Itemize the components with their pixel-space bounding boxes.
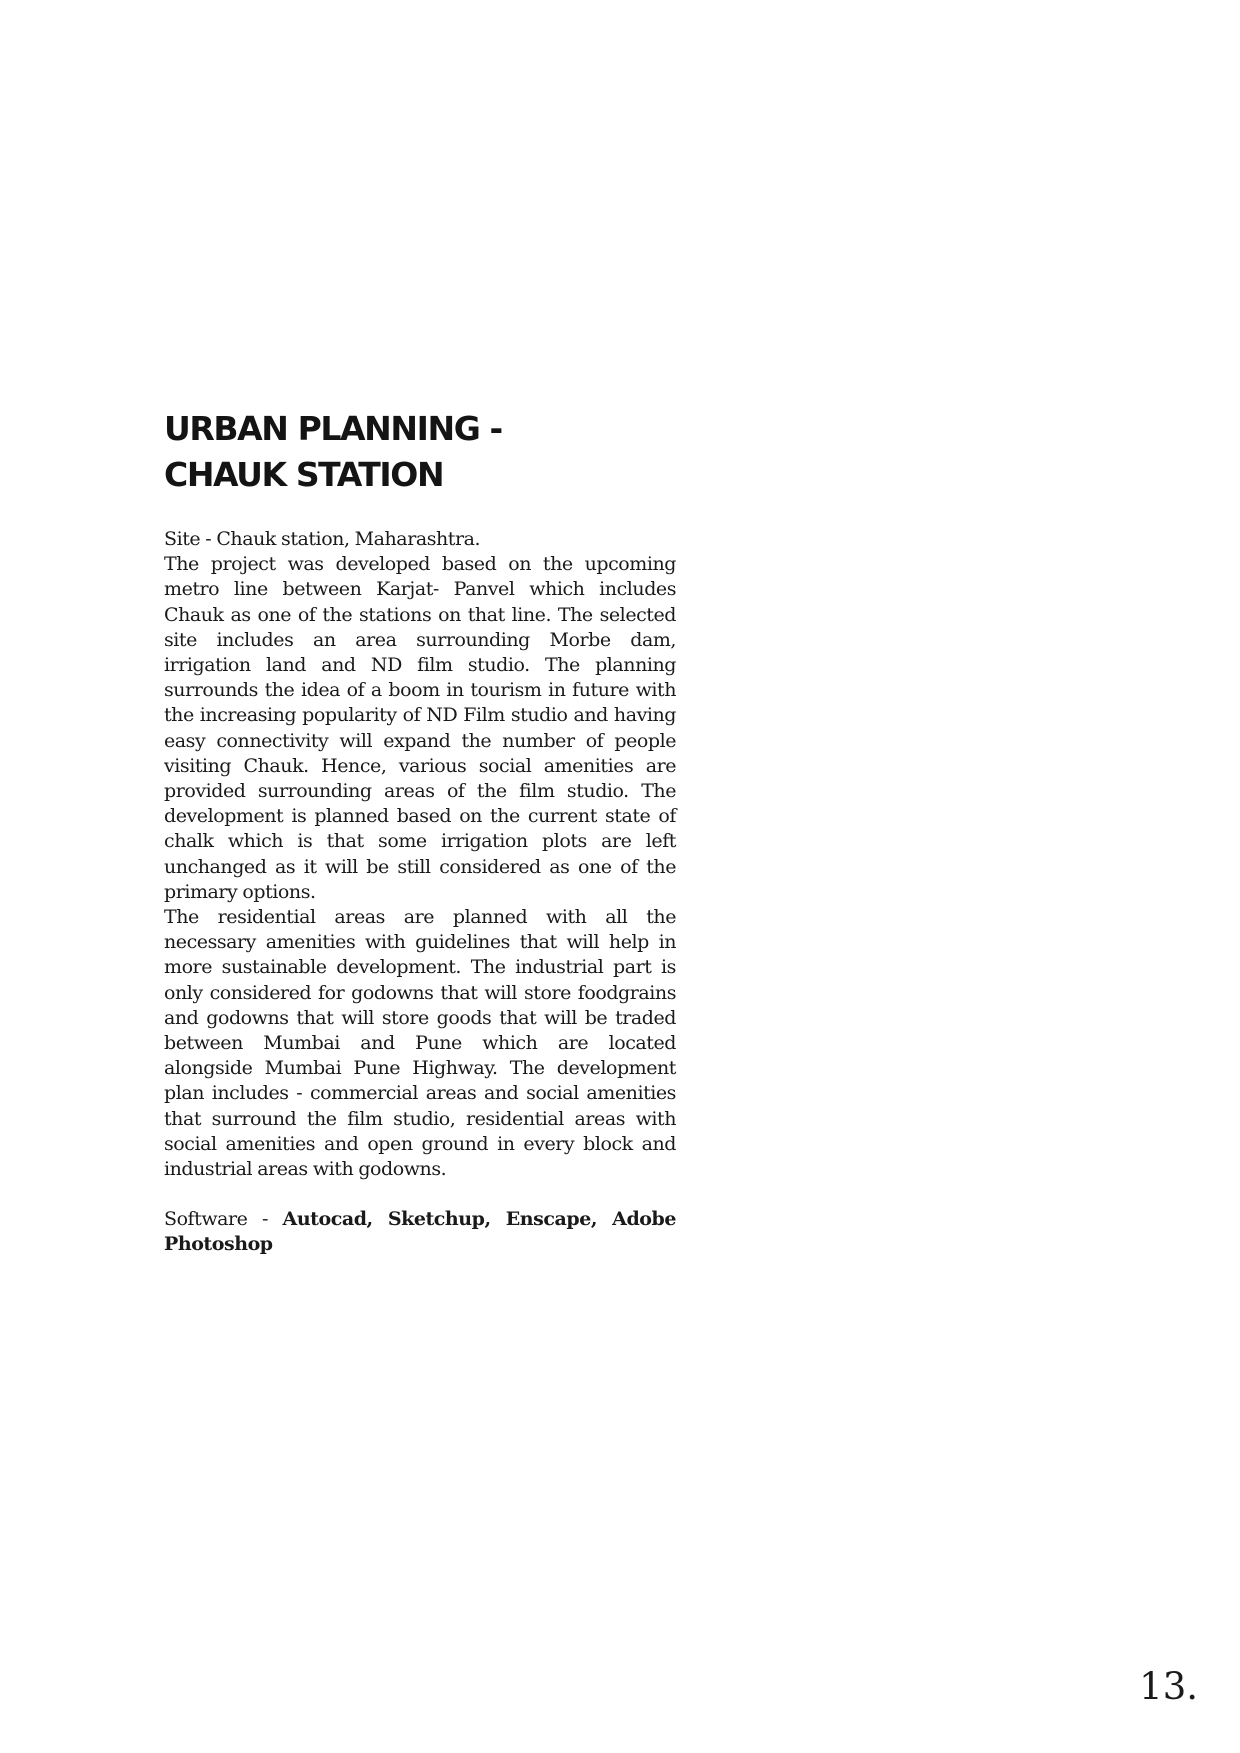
software-line: [164, 1207, 676, 1257]
project-description: [164, 527, 676, 1258]
page-title: [164, 406, 724, 498]
paragraph-spacer: [164, 1182, 676, 1207]
page-number: 13.: [1139, 1665, 1198, 1708]
description-paragraph-1: The project was developed based on the upcoming metro line between Karjat- Panvel which includes Chauk as one of the stations on that line. The selected site includes an area surrounding Morbe dam, irrigation land and ND film studio. The planning surrounds the idea of a boom in tourism in future with the increasing popularity of ND Film studio and having easy connectivity will expand the number of people visiting Chauk. Hence, various social amenities are provided surrounding areas of the film studio. The development is planned based on the current state of chalk which is that some irrigation plots are left unchanged as it will be still considered as one of the primary options.: [164, 553, 676, 903]
title-line-2: CHAUK STATION: [164, 455, 444, 494]
software-label: Software -: [164, 1208, 283, 1231]
description-paragraph-2: The residential areas are planned with all the necessary amenities with guidelines that will help in more sustainable development. The industrial part is only considered for godowns that will store foodgrains and godowns that will store goods that will be traded between Mumbai and Pune which are located alongside Mumbai Pune Highway. The development plan includes - commercial areas and social amenities that surround the film studio, residential areas with social amenities and open ground in every block and industrial areas with godowns.: [164, 906, 676, 1181]
site-line: Site - Chauk station, Maharashtra.: [164, 528, 481, 550]
software-list: Autocad, Sketchup, Enscape, Adobe Photoshop: [164, 1208, 676, 1256]
title-line-1: URBAN PLANNING -: [164, 409, 502, 448]
